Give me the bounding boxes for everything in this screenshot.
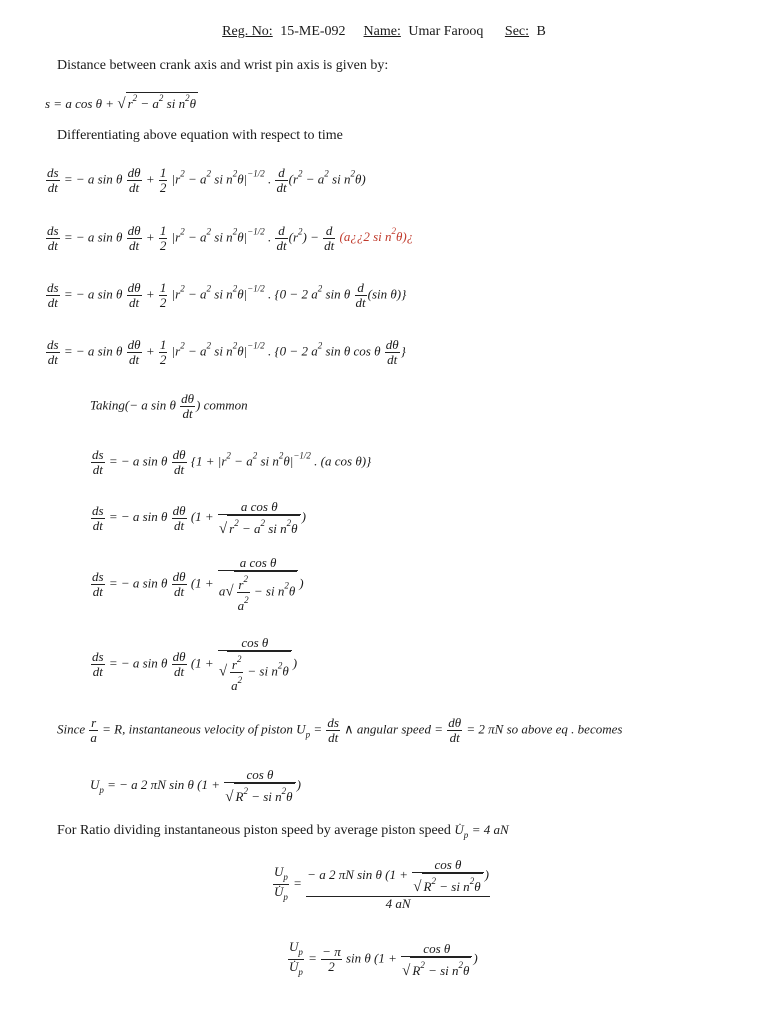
sec-label: Sec:	[504, 24, 530, 39]
equation-5: $\frac{ds}{dt}$ = − a sin θ $\frac{d\theta}{dt}$ {$1 + |r^2 - a^2$ si $n^2\theta|^{-1/2}$ . (a cos θ)}	[92, 447, 372, 477]
differentiating-text: Differentiating above equation with respect to time	[57, 128, 343, 143]
name-value: Umar Farooq	[408, 24, 484, 39]
header	[0, 24, 768, 40]
equation-6: $\frac{ds}{dt}$ = − a sin θ $\frac{d\theta}{dt}$ (1 + $\frac{\text{a cos θ}}{√ r^2 - a^2 si n^2\theta}$ )	[92, 499, 306, 537]
reg-value: 15-ME-092	[280, 24, 346, 39]
reg-label: Reg. No:	[222, 24, 273, 39]
equation-7: $\frac{ds}{dt}$ = − a sin θ $\frac{d\theta}{dt}$ (1 + a cos θ a√ $\frac{r^2}{a^2}$ − si $n^2\theta$ )	[92, 555, 304, 613]
intro-text: Distance between crank axis and wrist pin axis is given by:	[57, 58, 389, 73]
ratio-equation-1: $\frac{U_p}{U̇_p}$ = − a 2 πN sin θ (1 + $\frac{\text{cos θ}}{√ R^2 - si n^2\theta}$ ) 4 aN	[274, 857, 489, 911]
name-label: Name:	[363, 24, 401, 39]
equation-2: $\frac{ds}{dt}$ = − a sin θ $\frac{d\theta}{dt}$ + $\frac{1}{2}$ $|r^2 - a^2$ si $n^2\theta|^{-1/2}$ . $\frac{d}{dt}$ $(r^2)$ − $\frac{d}{dt}$ (a¿¿2 si $n^2\theta)¿$	[47, 223, 414, 253]
taking-common: Taking(− a sin θ $\frac{d\theta}{dt}$ ) common	[90, 391, 248, 421]
equation-4: $\frac{ds}{dt}$ = − a sin θ $\frac{d\theta}{dt}$ + $\frac{1}{2}$ $|r^2 - a^2$ si $n^2\theta|^{-1/2}$ . {0 − 2 $a^2$ sin θ cos θ $\frac{d\theta}{dt}$ }	[47, 337, 406, 367]
ratio-equation-2: $\frac{U_p}{U̇_p}$ = $\frac{- \pi}{2}$ sin θ (1 + $\frac{\text{cos θ}}{√ R^2 - si n^2\theta}$ )	[289, 939, 478, 979]
ratio-line: For Ratio dividing instantaneous piston speed by average piston speed $U̇_p = 4$ aN	[57, 822, 509, 840]
equation-1: $\frac{ds}{dt}$ = − a sin θ $\frac{d\theta}{dt}$ + $\frac{1}{2}$ $|r^2 - a^2$ si $n^2\theta|^{-1/2}$ . $\frac{d}{dt}$ ($r^2 - a^2$ si $n^2\theta$)	[47, 165, 366, 195]
since-line: Since $\frac{r}{a}$ = R, instantaneous velocity of piston $U_p$ = $\frac{ds}{dt}$ ∧ angular speed = $\frac{d\theta}{dt}$ = 2 πN so above eq . becomes	[57, 715, 623, 745]
sec-value: B	[536, 24, 546, 39]
equation-3: $\frac{ds}{dt}$ = − a sin θ $\frac{d\theta}{dt}$ + $\frac{1}{2}$ $|r^2 - a^2$ si $n^2\theta|^{-1/2}$ . {0 − 2 $a^2$ sin θ $\frac{d}{dt}$ (sin θ)}	[47, 280, 407, 310]
equation-s: s = a cos θ + √ $r^2 - a^2$ si $n^2\theta$	[45, 93, 196, 112]
equation-8: $\frac{ds}{dt}$ = − a sin θ $\frac{d\theta}{dt}$ (1 + cos θ √ $\frac{r^2}{a^2}$ − si $n^2\theta$ )	[92, 635, 298, 693]
equation-up: $U_p$ = − a 2 πN sin θ (1 + $\frac{\text{cos θ}}{√ R^2 - si n^2\theta}$ )	[90, 767, 301, 805]
